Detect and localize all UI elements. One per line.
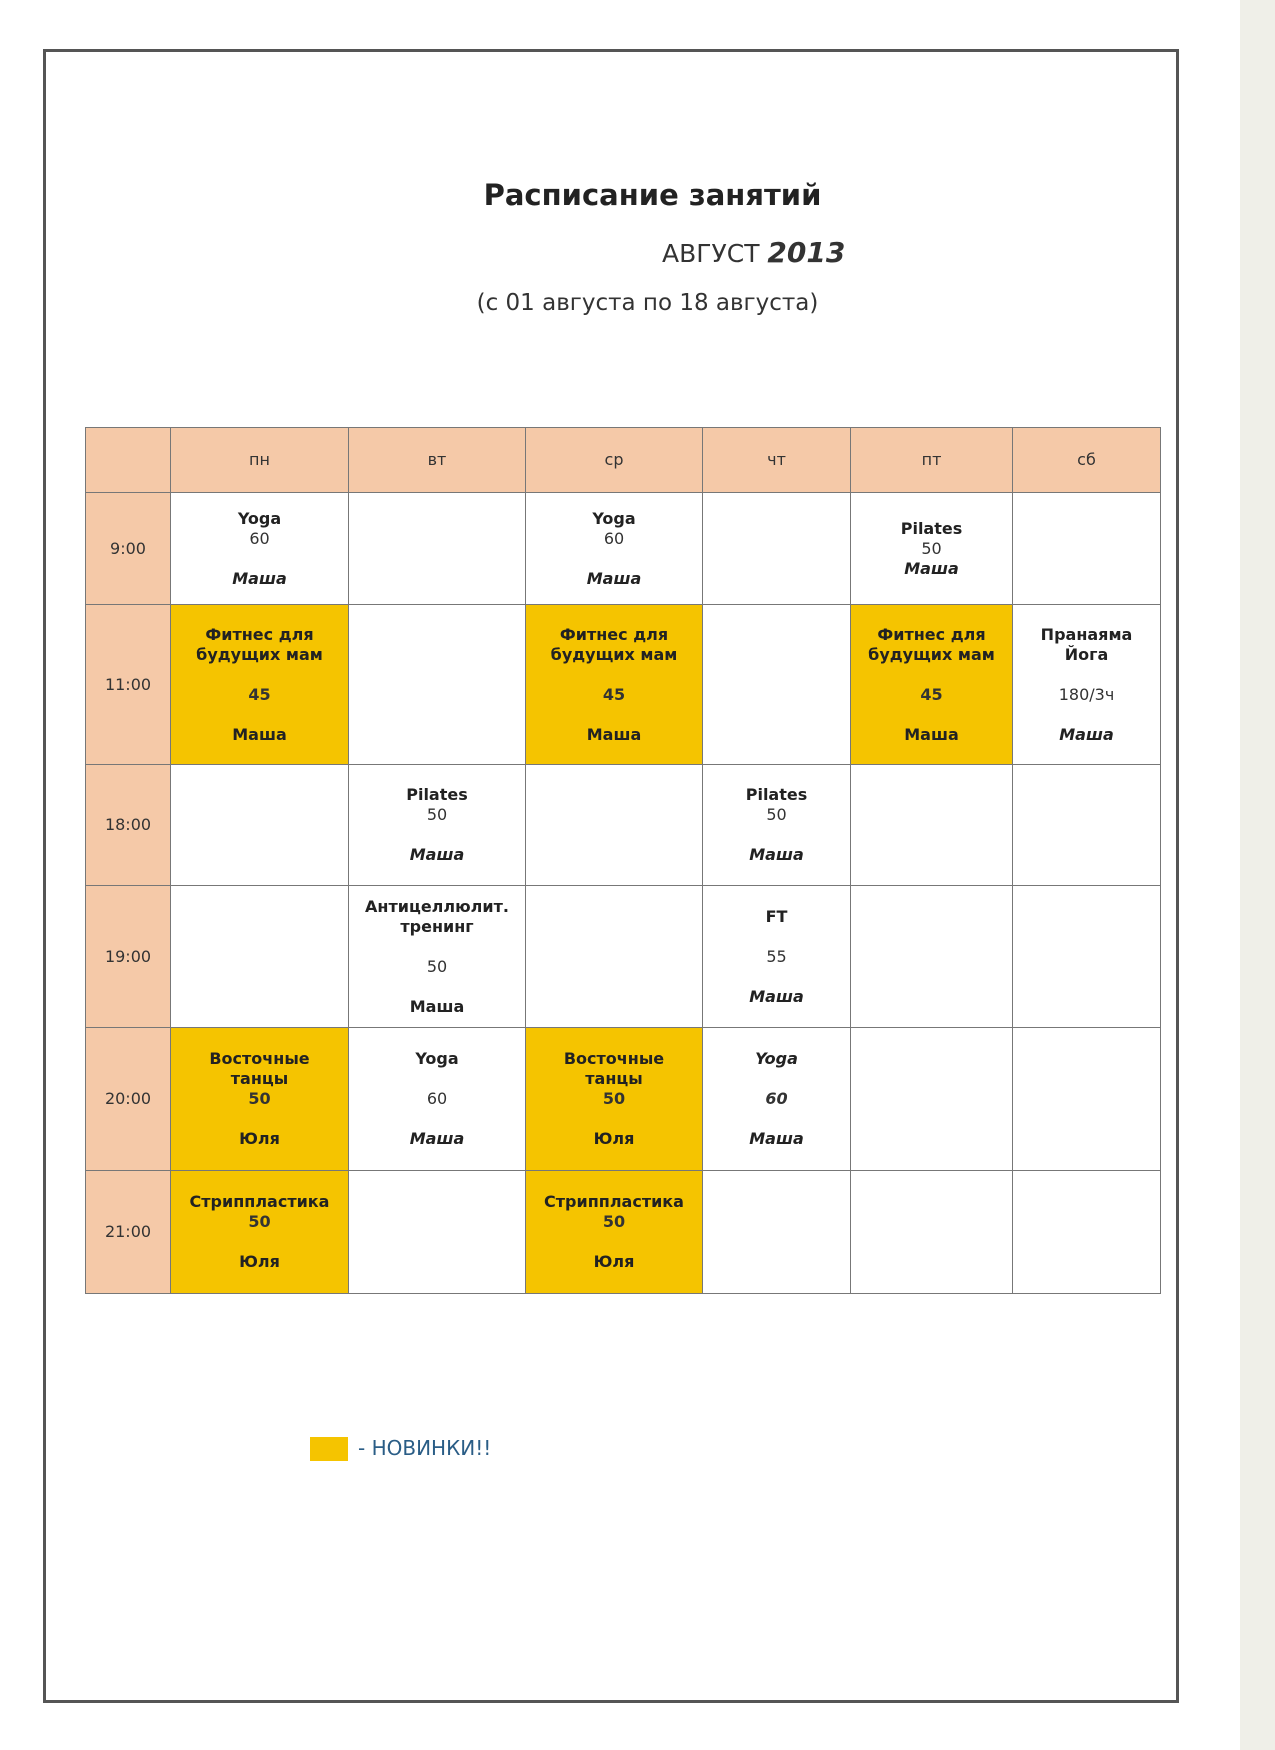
class-name: танцы: [585, 1069, 643, 1088]
empty-cell: [171, 886, 349, 1028]
trainer-name: Маша: [586, 568, 642, 588]
class-duration: 45: [602, 684, 626, 704]
empty-cell: [851, 1028, 1013, 1171]
trainer-name: Маша: [586, 724, 642, 744]
class-name: Pilates: [406, 785, 468, 804]
day-header-3: чт: [703, 428, 851, 493]
table-row: [86, 886, 1161, 1028]
cell-content: [171, 625, 348, 745]
page-title: Расписание занятий: [483, 178, 822, 212]
empty-cell: [1013, 886, 1161, 1028]
cell-content: [703, 1049, 850, 1149]
trainer-name: Юля: [239, 1252, 280, 1271]
trainer-name: Yoga: [755, 1049, 798, 1068]
time-cell: 21:00: [86, 1171, 171, 1294]
class-name: танцы: [230, 1069, 289, 1088]
time-cell: 20:00: [86, 1028, 171, 1171]
date-range: (с 01 августа по 18 августа): [476, 290, 819, 316]
empty-cell: [526, 765, 703, 886]
empty-cell: [1013, 1171, 1161, 1294]
class-cell: [1013, 605, 1161, 765]
trainer-name: Маша: [749, 986, 804, 1006]
cell-content: [526, 509, 702, 589]
class-name: Стриппластика: [544, 1192, 684, 1211]
class-duration: 50: [426, 805, 448, 824]
table-row: [86, 493, 1161, 605]
class-cell: [349, 1028, 526, 1171]
class-cell: [526, 1028, 703, 1171]
class-cell: [703, 886, 851, 1028]
trainer-name: Маша: [232, 568, 287, 588]
class-name: Йога: [1064, 644, 1109, 664]
day-header-row: [86, 428, 1161, 493]
empty-cell: [851, 886, 1013, 1028]
class-duration: 180/3ч: [1058, 684, 1115, 704]
cell-content: [526, 1049, 702, 1149]
empty-cell: [851, 765, 1013, 886]
class-cell: [171, 605, 349, 765]
day-header-5: сб: [1013, 428, 1161, 493]
time-cell: 11:00: [86, 605, 171, 765]
table-row: [86, 765, 1161, 886]
table-row: [86, 1028, 1161, 1171]
class-name: Восточные: [563, 1049, 665, 1068]
trainer-name: Маша: [904, 558, 959, 578]
trainer-name: Маша: [232, 724, 287, 744]
trainer-name: Юля: [593, 1129, 635, 1148]
month-year: [662, 236, 845, 269]
trainer-name: Маша: [409, 1129, 465, 1148]
class-cell: [703, 1028, 851, 1171]
class-name: Yoga: [415, 1049, 459, 1068]
time-cell: 9:00: [86, 493, 171, 605]
class-cell: [526, 1171, 703, 1294]
class-cell: [349, 765, 526, 886]
class-cell: [349, 886, 526, 1028]
class-cell: [851, 493, 1013, 605]
cell-content: [526, 1192, 702, 1272]
trainer-name: Маша: [904, 724, 959, 744]
day-header-0: пн: [171, 428, 349, 493]
class-cell: [171, 1028, 349, 1171]
cell-content: [349, 785, 525, 865]
cell-content: [349, 1049, 525, 1149]
cell-content: [703, 907, 850, 1007]
class-name: FT: [765, 906, 788, 926]
class-name: будущих мам: [868, 644, 995, 664]
class-cell: [703, 765, 851, 886]
legend-swatch: [310, 1437, 348, 1461]
cell-content: [851, 625, 1012, 745]
class-name: Пранаяма: [1040, 624, 1133, 644]
class-name: Yoga: [237, 508, 282, 528]
class-duration: 50: [602, 1212, 626, 1231]
cell-content: [703, 785, 850, 865]
class-name: будущих мам: [550, 644, 678, 664]
empty-cell: [703, 605, 851, 765]
year-label: 2013: [767, 236, 846, 269]
class-name: будущих мам: [196, 644, 323, 664]
trainer-name: Маша: [749, 1129, 804, 1148]
empty-cell: [1013, 765, 1161, 886]
cell-content: [526, 625, 702, 745]
class-name: Восточные: [209, 1049, 310, 1068]
class-name: Yoga: [592, 508, 636, 528]
class-cell: [171, 1171, 349, 1294]
empty-cell: [171, 765, 349, 886]
class-duration: 45: [920, 684, 943, 704]
legend-label: - НОВИНКИ!!: [358, 1436, 492, 1460]
class-duration: 50: [921, 538, 942, 558]
class-duration: 50: [248, 1089, 271, 1108]
cell-content: [349, 897, 525, 1017]
empty-cell: [1013, 493, 1161, 605]
schedule-table: [85, 427, 1161, 1294]
class-cell: [171, 493, 349, 605]
class-duration: 45: [248, 684, 271, 704]
trainer-name: Юля: [239, 1129, 280, 1148]
class-duration: 50: [248, 1212, 271, 1231]
day-header-4: пт: [851, 428, 1013, 493]
empty-cell: [349, 605, 526, 765]
class-name: Фитнес для: [559, 624, 669, 644]
class-cell: [851, 605, 1013, 765]
table-row: [86, 1171, 1161, 1294]
page-edge: [1240, 0, 1275, 1750]
month-label: АВГУСТ: [662, 239, 760, 268]
class-name: Стриппластика: [189, 1192, 330, 1211]
class-duration: 50: [426, 956, 448, 976]
class-duration: 50: [602, 1089, 626, 1108]
empty-cell: [349, 493, 526, 605]
table-row: [86, 605, 1161, 765]
cell-content: [171, 1192, 348, 1272]
class-cell: [526, 493, 703, 605]
class-duration: 60: [765, 1089, 788, 1108]
class-name: Фитнес для: [205, 624, 314, 644]
cell-content: [1013, 625, 1160, 745]
trainer-name: Маша: [749, 845, 804, 864]
empty-cell: [349, 1171, 526, 1294]
class-name: Антицеллюлит.: [365, 896, 509, 916]
class-duration: 60: [249, 528, 270, 548]
empty-cell: [526, 886, 703, 1028]
class-duration: 60: [603, 528, 625, 548]
trainer-name: Маша: [1059, 724, 1114, 744]
class-name: тренинг: [400, 916, 474, 936]
trainer-name: Юля: [593, 1252, 635, 1271]
class-duration: 55: [766, 946, 787, 966]
time-cell: 19:00: [86, 886, 171, 1028]
class-name: Pilates: [745, 785, 808, 804]
cell-content: [171, 1049, 348, 1149]
trainer-name: Маша: [409, 845, 465, 864]
class-duration: 60: [426, 1089, 448, 1108]
class-name: Pilates: [900, 518, 963, 538]
cell-content: [851, 519, 1012, 579]
class-cell: [526, 605, 703, 765]
empty-cell: [1013, 1028, 1161, 1171]
day-header-2: ср: [526, 428, 703, 493]
empty-cell: [703, 493, 851, 605]
cell-content: [171, 509, 348, 589]
class-duration: 50: [766, 805, 787, 824]
corner-cell: [86, 428, 171, 493]
class-name: Фитнес для: [877, 624, 986, 644]
empty-cell: [851, 1171, 1013, 1294]
trainer-name: Маша: [409, 996, 465, 1016]
time-cell: 18:00: [86, 765, 171, 886]
day-header-1: вт: [349, 428, 526, 493]
empty-cell: [703, 1171, 851, 1294]
